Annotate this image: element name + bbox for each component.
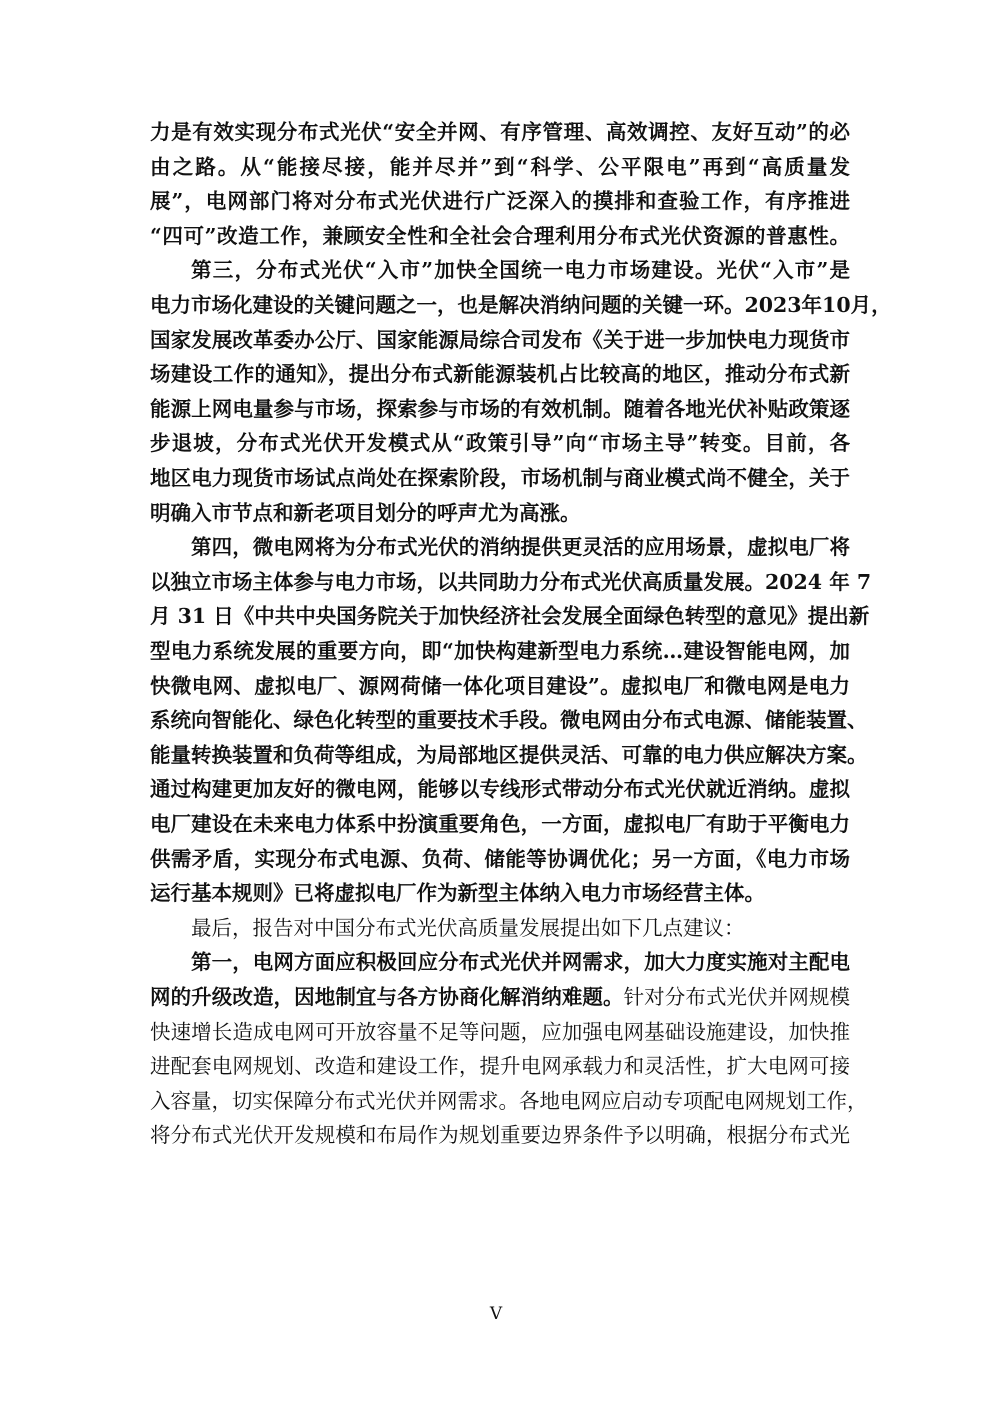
text-line: 能量转换装置和负荷等组成，为局部地区提供灵活、可靠的电力供应解决方案。	[150, 742, 868, 767]
text-line: 能源上网电量参与市场，探索参与市场的有效机制。随着各地光伏补贴政策逐	[150, 396, 850, 421]
text-line: 力是有效实现分布式光伏“安全并网、有序管理、高效调控、友好互动”的必	[150, 120, 850, 144]
bold-text: 网的升级改造，因地制宜与各方协商化解消纳难题。	[150, 985, 624, 1009]
text-line: 以独立市场主体参与电力市场，以共同助力分布式光伏高质量发展。2024 年 7	[150, 569, 872, 594]
text-line	[150, 984, 850, 1010]
text-line: 第四，微电网将为分布式光伏的消纳提供更灵活的应用场景，虚拟电厂将	[191, 535, 850, 560]
text-line: 型电力系统发展的重要方向，即“加快构建新型电力系统…建设智能电网，加	[150, 639, 850, 663]
text-line: 电厂建设在未来电力体系中扮演重要角色，一方面，虚拟电厂有助于平衡电力	[150, 812, 850, 836]
text-line: 进配套电网规划、改造和建设工作，提升电网承载力和灵活性，扩大电网可接	[150, 1054, 850, 1079]
text-line: 电力市场化建设的关键问题之一，也是解决消纳问题的关键一环。2023年10月，	[150, 293, 892, 317]
text-line: 月 31 日《中共中央国务院关于加快经济社会发展全面绿色转型的意见》提出新	[150, 604, 870, 629]
page-number: V	[489, 1304, 503, 1324]
text-line: 由之路。从“能接尽接，能并尽并”到“科学、公平限电”再到“高质量发	[150, 154, 850, 179]
text-line: 明确入市节点和新老项目划分的呼声尤为高涨。	[150, 500, 581, 525]
text-line: 供需矛盾，实现分布式电源、负荷、储能等协调优化；另一方面，《电力市场	[150, 846, 850, 871]
text-line: 第三，分布式光伏“入市”加快全国统一电力市场建设。光伏“入市”是	[191, 258, 850, 283]
text-line: 运行基本规则》已将虚拟电厂作为新型主体纳入电力市场经营主体。	[150, 881, 765, 906]
regular-text: 针对分布式光伏并网规模	[623, 985, 851, 1009]
text-line: 通过构建更加友好的微电网，能够以专线形式带动分布式光伏就近消纳。虚拟	[150, 777, 850, 802]
text-line: 步退坡，分布式光伏开发模式从“政策引导”向“市场主导”转变。目前，各	[150, 431, 850, 456]
text-line: 快速增长造成电网可开放容量不足等问题，应加强电网基础设施建设，加快推	[150, 1019, 850, 1044]
text-line: 国家发展改革委办公厅、国家能源局综合司发布《关于进一步加快电力现货市	[150, 327, 850, 352]
text-line: 最后，报告对中国分布式光伏高质量发展提出如下几点建议：	[191, 915, 745, 940]
text-line: 入容量，切实保障分布式光伏并网需求。各地电网应启动专项配电网规划工作，	[150, 1088, 868, 1113]
text-line: 系统向智能化、绿色化转型的重要技术手段。微电网由分布式电源、储能装置、	[150, 708, 868, 733]
text-line: 场建设工作的通知》，提出分布式新能源装机占比较高的地区，推动分布式新	[150, 362, 850, 387]
text-line: 第一，电网方面应积极回应分布式光伏并网需求，加大力度实施对主配电	[191, 950, 850, 975]
text-line: 地区电力现货市场试点尚处在探索阶段，市场机制与商业模式尚不健全，关于	[150, 466, 850, 490]
text-line: 展”，电网部门将对分布式光伏进行广泛深入的摸排和查验工作，有序推进	[150, 189, 850, 214]
text-line: “四可”改造工作，兼顾安全性和全社会合理利用分布式光伏资源的普惠性。	[150, 223, 850, 248]
text-line: 快微电网、虚拟电厂、源网荷储一体化项目建设”。虚拟电厂和微电网是电力	[150, 673, 850, 698]
text-line: 将分布式光伏开发规模和布局作为规划重要边界条件予以明确，根据分布式光	[150, 1123, 850, 1148]
